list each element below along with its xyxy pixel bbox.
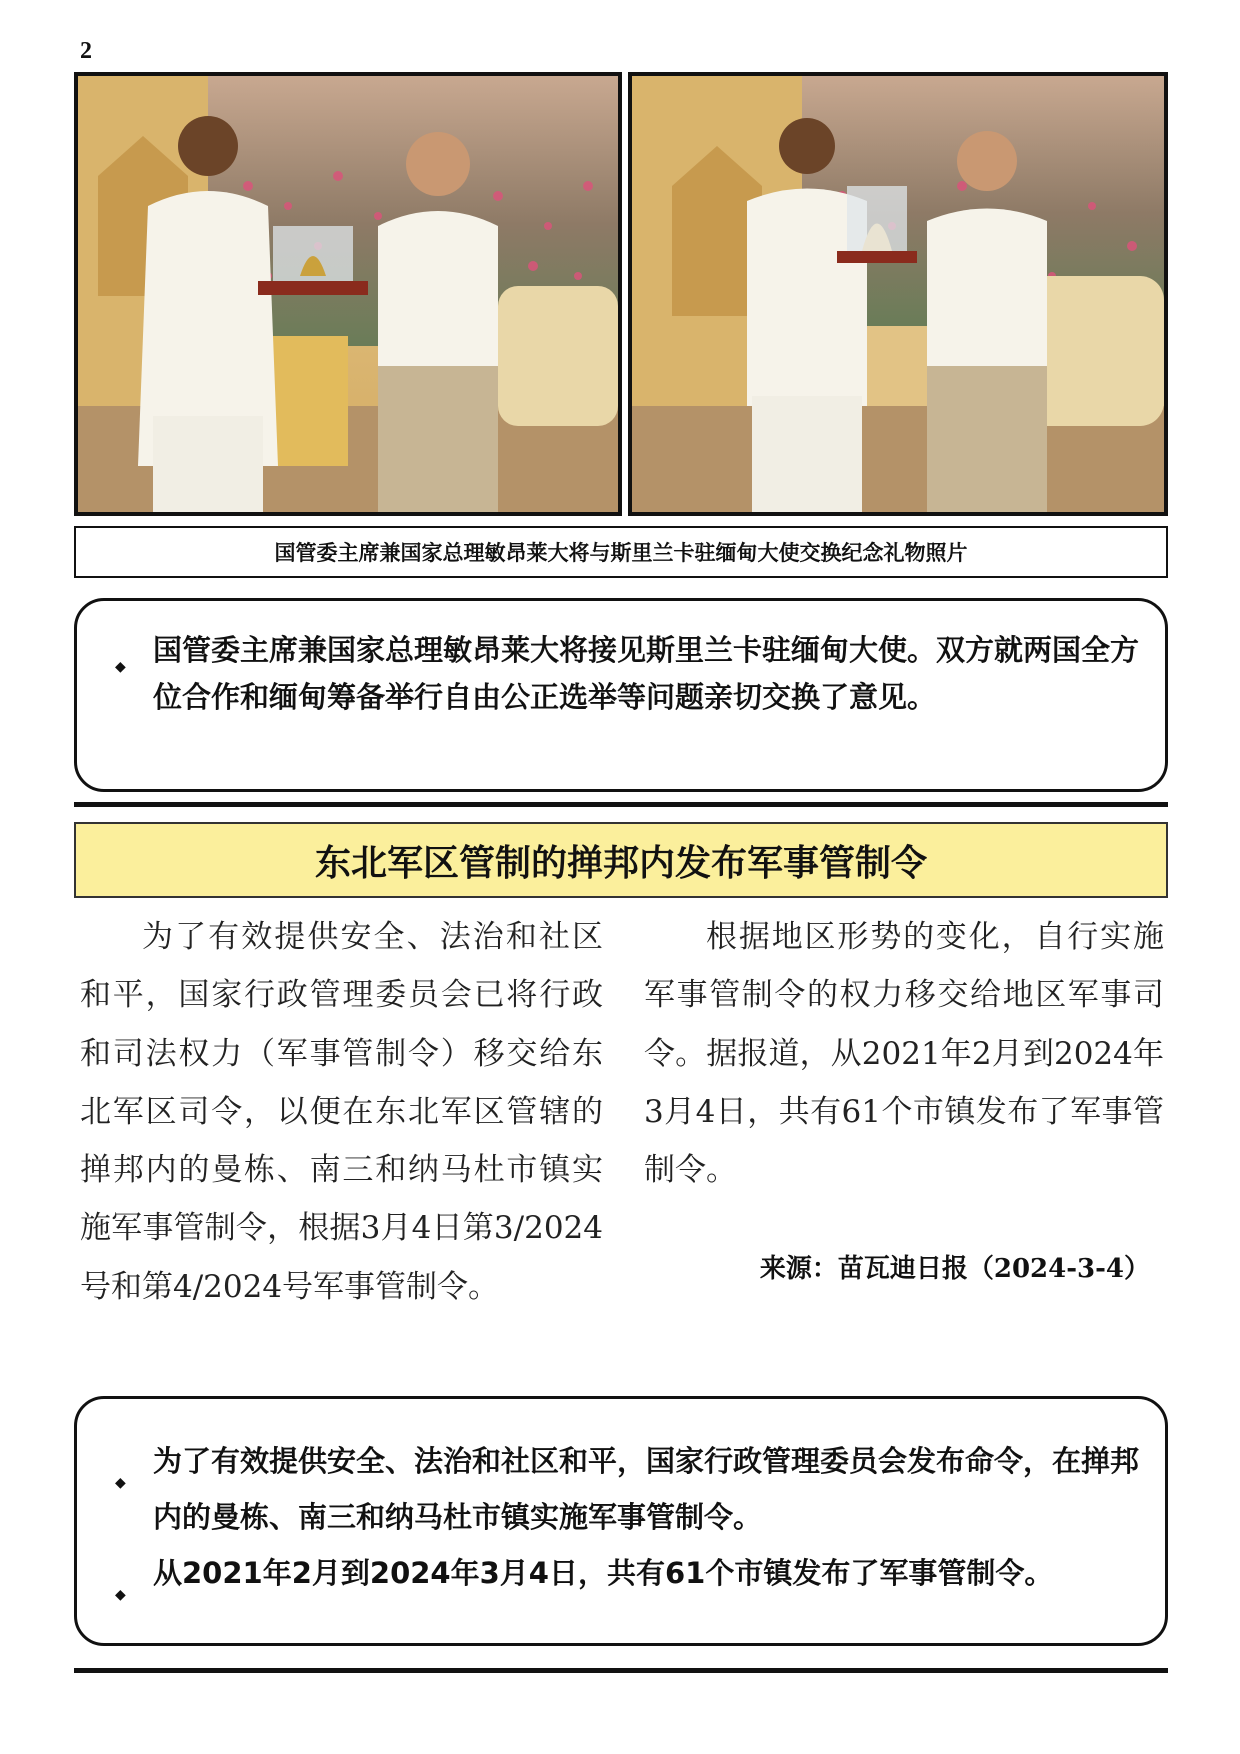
summary-bullet-text: 国管委主席兼国家总理敏昂莱大将接见斯里兰卡驻缅甸大使。双方就两国全方位合作和缅甸筹备举行自由公正选举等问题亲切交换了意见。 — [153, 633, 1140, 714]
diamond-bullet-icon: ◆ — [115, 659, 126, 675]
photo-caption: 国管委主席兼国家总理敏昂莱大将与斯里兰卡驻缅甸大使交换纪念礼物照片 — [74, 526, 1168, 578]
summary-bullet — [97, 627, 1141, 721]
summary-box-meeting — [74, 598, 1168, 792]
article-headline: 东北军区管制的掸邦内发布军事管制令 — [74, 822, 1168, 898]
summary-bullet — [97, 1545, 1141, 1601]
summary-bullet-text: 为了有效提供安全、法治和社区和平，国家行政管理委员会发布命令，在掸邦内的曼栋、南三和纳马杜市镇实施军事管制令。 — [153, 1444, 1140, 1534]
summary-box-martial-law — [74, 1396, 1168, 1646]
section-divider — [74, 802, 1168, 807]
article-source: 来源：苗瓦迪日报（2024-3-4） — [759, 1254, 1150, 1284]
summary-bullet-text: 从2021年2月到2024年3月4日，共有61个市镇发布了军事管制令。 — [153, 1556, 1054, 1590]
summary-bullet — [97, 1433, 1141, 1545]
diamond-bullet-icon: ◆ — [115, 1587, 126, 1603]
photo-scene-left — [78, 76, 618, 512]
footer-divider — [74, 1668, 1168, 1673]
diamond-bullet-icon: ◆ — [115, 1475, 126, 1491]
photo-gift-exchange-right — [628, 72, 1168, 516]
page-number: 2 — [80, 38, 92, 64]
article-column-right: 根据地区形势的变化，自行实施军事管制令的权力移交给地区军事司令。据报道，从2021年2月到2024年3月4日，共有61个市镇发布了军事管制令。 — [644, 919, 1164, 1189]
photo-scene-right — [632, 76, 1164, 512]
article-column-left: 为了有效提供安全、法治和社区和平，国家行政管理委员会已将行政和司法权力（军事管制令）移交给东北军区司令，以便在东北军区管辖的掸邦内的曼栋、南三和纳马杜市镇实施军事管制令，根据3月4日第3/2024号和第4/2024号军事管制令。 — [80, 919, 603, 1305]
photo-gift-exchange-left — [74, 72, 622, 516]
